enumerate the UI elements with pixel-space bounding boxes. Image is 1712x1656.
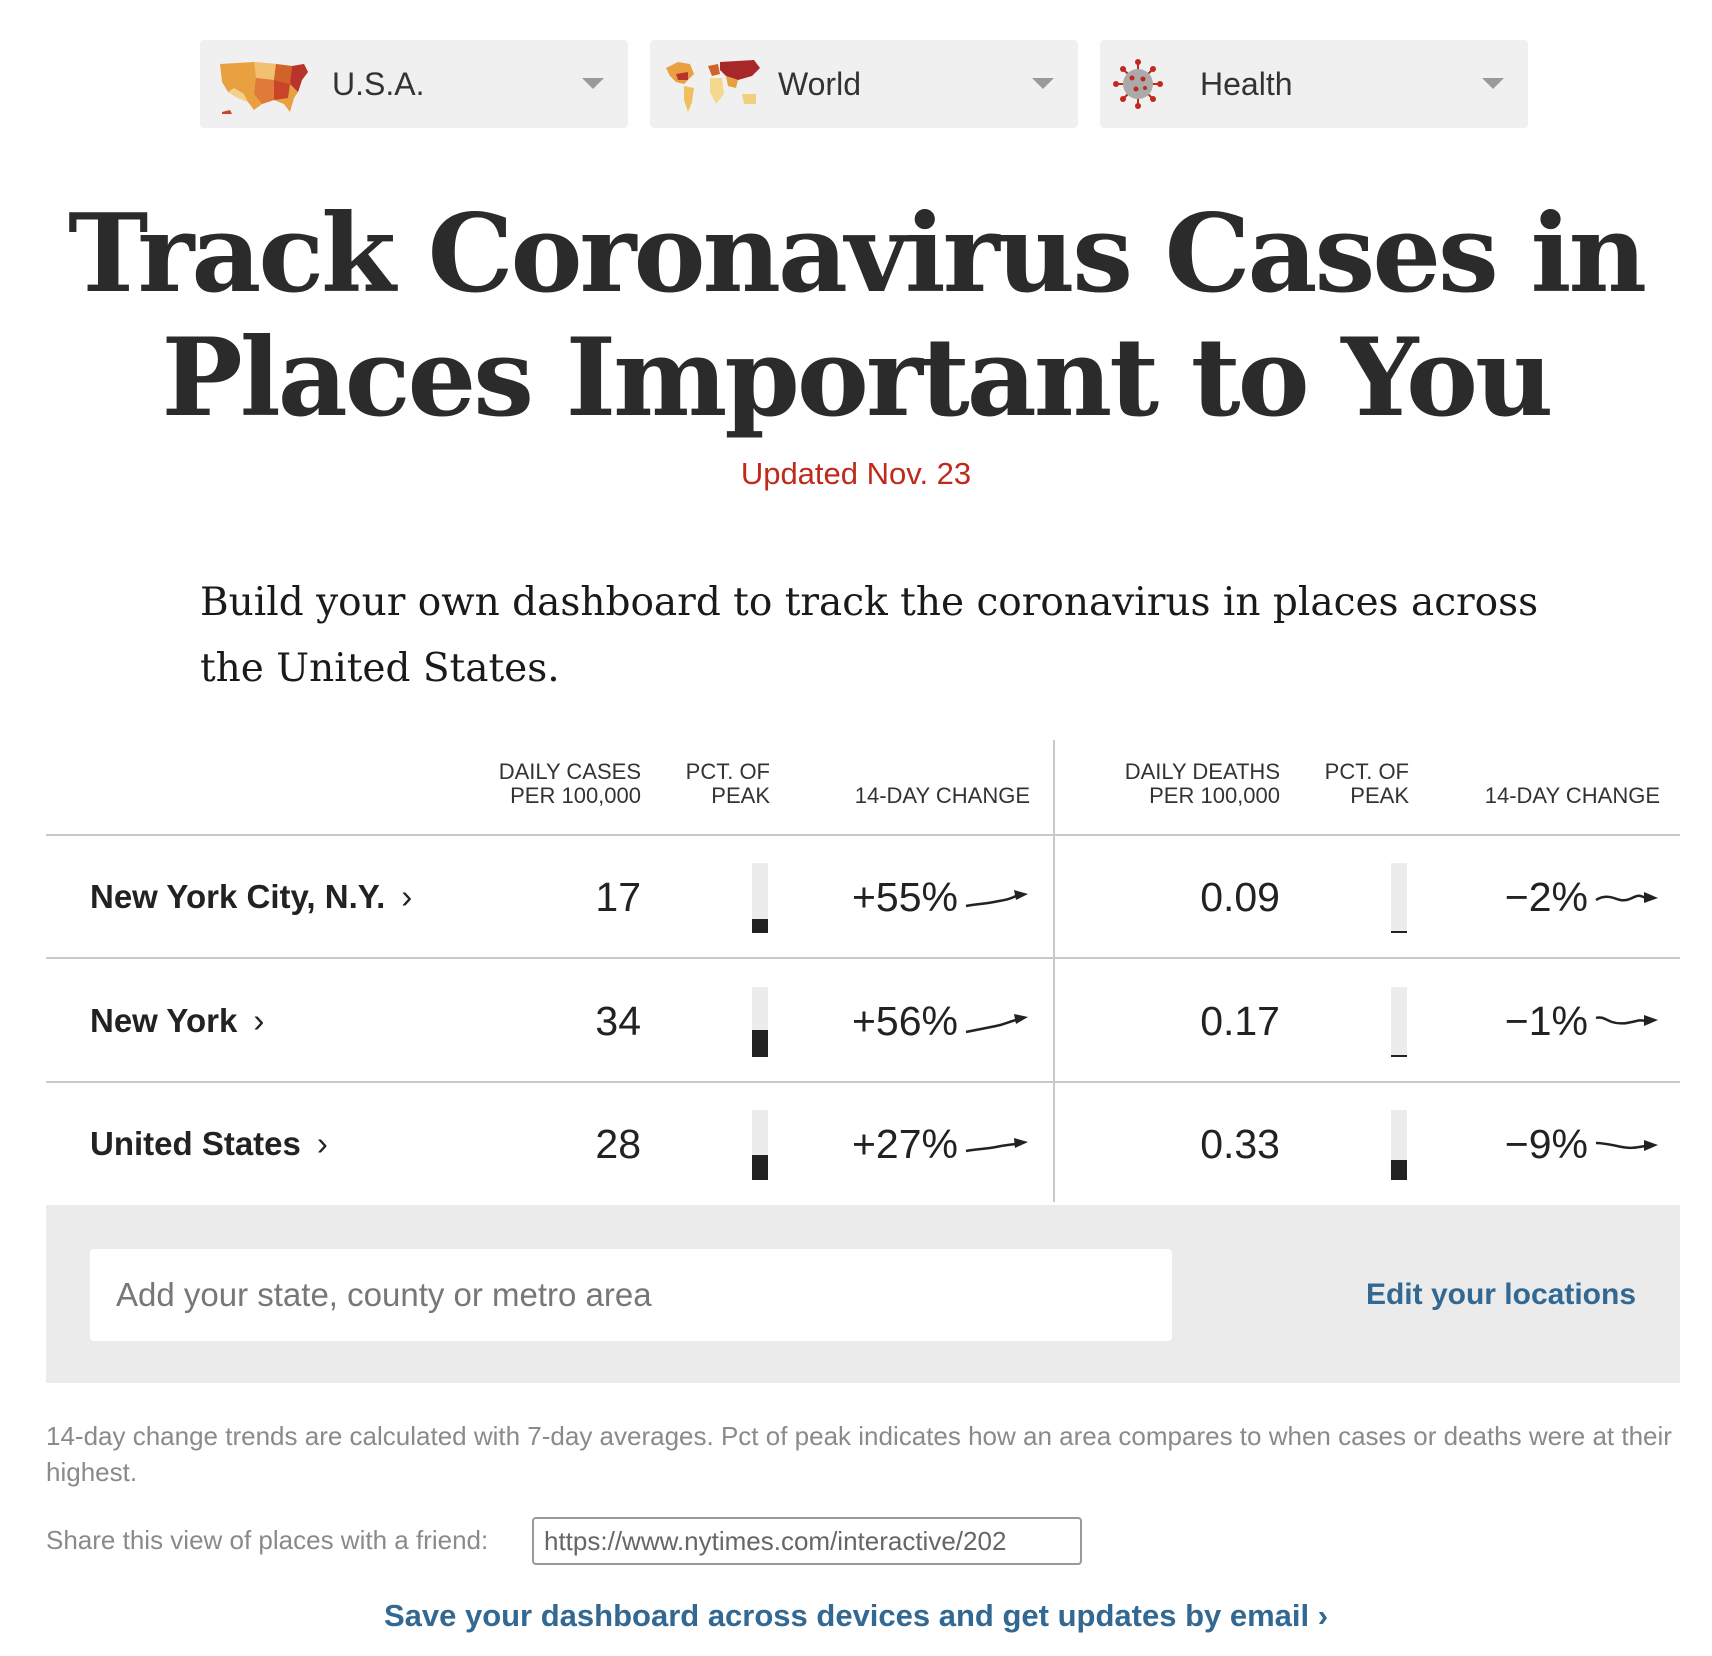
health-dropdown[interactable] — [1100, 40, 1528, 128]
add-location-panel — [46, 1205, 1680, 1383]
updated-timestamp: Updated Nov. 23 — [740, 456, 972, 491]
deaths-14-day-change-value: −1% — [1504, 998, 1588, 1044]
world-dropdown-label: World — [778, 66, 861, 102]
page-title-line-2: Places Important to You — [161, 315, 1551, 441]
header-daily-deaths — [1125, 760, 1280, 808]
header-cases-pct-peak — [686, 760, 770, 808]
deaths-pct-peak-fill — [1391, 1055, 1407, 1057]
place-link[interactable] — [90, 1083, 328, 1205]
header-cases-pct-peak-line-1: PCT. OF — [685, 759, 770, 784]
place-link[interactable] — [90, 836, 412, 958]
header-daily-cases — [499, 760, 641, 808]
daily-cases-value: 17 — [595, 874, 641, 920]
daily-deaths-value: 0.09 — [1200, 874, 1280, 920]
usa-dropdown[interactable] — [200, 40, 628, 128]
chevron-down-icon — [1482, 78, 1504, 89]
cases-pct-peak-bar — [752, 863, 768, 933]
place-name: New York — [90, 1002, 238, 1039]
chevron-down-icon — [582, 78, 604, 89]
cases-14-day-change-value: +55% — [851, 874, 958, 920]
header-cases-pct-peak-line-2: PEAK — [711, 783, 770, 808]
header-cases-14-day-change-text: 14-DAY CHANGE — [854, 783, 1030, 808]
deaths-14-day-change-value: −2% — [1504, 874, 1588, 920]
header-daily-cases-line-1: DAILY CASES — [498, 759, 641, 784]
cases-trend-sparkline — [964, 1006, 1030, 1036]
deaths-trend-sparkline — [1594, 1006, 1660, 1036]
header-daily-deaths-line-2: PER 100,000 — [1149, 783, 1280, 808]
methodology-note: 14-day change trends are calculated with 7-day averages. Pct of peak indicates how an area compares to when cases or deaths were at their highest. — [46, 1421, 1672, 1487]
location-search-input[interactable] — [90, 1249, 1172, 1341]
deaths-pct-peak-bar — [1391, 863, 1407, 933]
cases-14-day-change-value: +56% — [851, 998, 958, 1044]
place-name: United States — [90, 1125, 301, 1162]
chevron-right-icon: › — [401, 878, 413, 915]
edit-locations-link[interactable]: Edit your locations — [1365, 1278, 1636, 1311]
usa-dropdown-label: U.S.A. — [332, 66, 425, 102]
page-title — [0, 192, 1712, 440]
deaths-trend-sparkline — [1594, 1129, 1660, 1159]
us-map-icon — [214, 54, 314, 114]
header-deaths-pct-peak-line-2: PEAK — [1350, 783, 1409, 808]
header-daily-deaths-line-1: DAILY DEATHS — [1124, 759, 1280, 784]
cases-trend-sparkline — [964, 882, 1030, 912]
chevron-down-icon — [1032, 78, 1054, 89]
cases-trend-sparkline — [964, 1129, 1030, 1159]
cases-pct-peak-fill — [752, 1155, 768, 1180]
table-row — [0, 836, 1712, 958]
cases-pct-peak-fill — [752, 1030, 768, 1057]
share-url-field[interactable] — [532, 1517, 1082, 1565]
cases-pct-peak-bar — [752, 1110, 768, 1180]
header-deaths-pct-peak-line-1: PCT. OF — [1324, 759, 1409, 784]
daily-deaths-value: 0.33 — [1200, 1121, 1280, 1167]
health-dropdown-label: Health — [1200, 66, 1293, 102]
cases-14-day-change-value: +27% — [851, 1121, 958, 1167]
cases-pct-peak-bar — [752, 987, 768, 1057]
page-title-line-1: Track Coronavirus Cases in — [67, 191, 1644, 317]
world-map-icon — [664, 54, 764, 114]
deaths-trend-sparkline — [1594, 882, 1660, 912]
header-cases-14-day-change — [855, 784, 1030, 808]
cases-pct-peak-fill — [752, 919, 768, 933]
deaths-14-day-change-value: −9% — [1504, 1121, 1588, 1167]
deaths-pct-peak-bar — [1391, 1110, 1407, 1180]
daily-deaths-value: 0.17 — [1200, 998, 1280, 1044]
header-deaths-14-day-change — [1485, 784, 1660, 808]
share-label: Share this view of places with a friend: — [46, 1525, 489, 1555]
deaths-pct-peak-bar — [1391, 987, 1407, 1057]
deaths-pct-peak-fill — [1391, 1160, 1407, 1180]
world-dropdown[interactable] — [650, 40, 1078, 128]
intro-paragraph: Build your own dashboard to track the coronavirus in places across the United States. — [200, 580, 1539, 691]
chevron-right-icon: › — [316, 1125, 328, 1162]
place-link[interactable] — [90, 960, 264, 1082]
virus-icon — [1110, 54, 1210, 114]
table-row — [0, 1083, 1712, 1205]
daily-cases-value: 28 — [595, 1121, 641, 1167]
deaths-pct-peak-fill — [1391, 931, 1407, 933]
table-row — [0, 960, 1712, 1082]
header-deaths-pct-peak — [1325, 760, 1409, 808]
header-deaths-14-day-change-text: 14-DAY CHANGE — [1484, 783, 1660, 808]
chevron-right-icon: › — [253, 1002, 265, 1039]
daily-cases-value: 34 — [595, 998, 641, 1044]
save-dashboard-link[interactable]: Save your dashboard across devices and get updates by email › — [383, 1598, 1329, 1633]
place-name: New York City, N.Y. — [90, 878, 386, 915]
header-daily-cases-line-2: PER 100,000 — [510, 783, 641, 808]
